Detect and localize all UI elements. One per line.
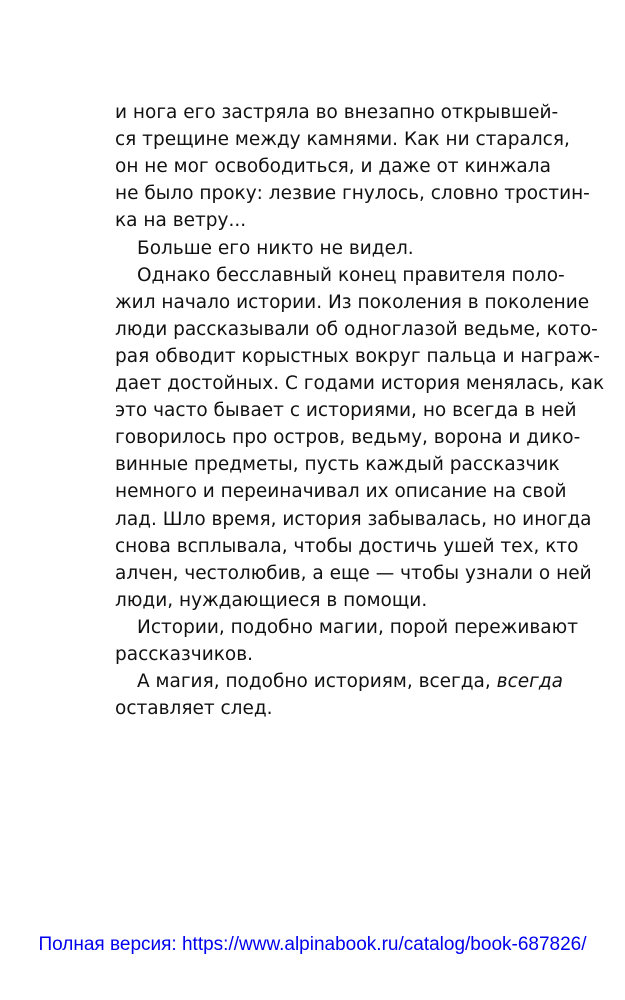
text-line-content: жил начало истории. Из поколения в поколение [115,291,590,313]
text-line [115,534,579,560]
text-line [115,100,559,126]
text-line [115,154,551,180]
text-line [115,561,592,587]
text-line-content: говорилось про остров, ведьму, ворона и дико- [115,427,581,449]
text-line [115,452,560,478]
text-line-italic: всегда [496,671,563,693]
text-line-content: рая обводит корыстных вокруг пальца и награж- [115,345,600,367]
text-line [115,181,590,207]
text-line [115,371,605,397]
text-line [115,642,253,668]
text-line [137,236,545,262]
text-line-content: люди, нуждающиеся в помощи. [115,589,428,611]
text-line [115,127,570,153]
text-line-content: люди рассказывали об одноглазой ведьме, кото- [115,318,598,340]
text-line-content: не было проку: лезвие гнулось, словно тростин- [115,183,590,205]
text-line-content: лад. Шло время, история забывалась, но иногда [115,508,592,530]
text-line [115,208,246,234]
text-line-content: винные предметы, пусть каждый рассказчик [115,454,560,476]
text-line-content: рассказчиков. [115,644,254,665]
text-line [115,317,598,343]
text-line [137,615,578,641]
text-line [115,696,273,722]
text-line-content: Больше его никто не видел. [137,237,414,259]
text-line-content: это часто бывает с историями, но всегда в ней [115,400,577,422]
text-line [115,425,581,451]
text-line [115,479,567,505]
text-line-content: дает достойных. С годами история менялась, как [115,373,605,394]
text-line-content: алчен, честолюбив, а еще — чтобы узнали о ней [115,562,592,584]
text-line-content: А магия, подобно историям, всегда, [137,671,497,693]
text-line-content: ся трещине между камнями. Как ни старался, [115,129,570,151]
text-line-content: Однако бесславный конец правителя поло- [137,264,565,286]
text-line-content: он не мог освободиться, и даже от кинжала [115,156,551,178]
text-line [115,588,427,614]
text-line-content: оставляет след. [115,698,273,720]
full-version-link-text[interactable]: Полная версия: https://www.alpinabook.ru/catalog/book-687826/ [38,934,587,955]
text-line [115,344,600,370]
text-line [115,398,577,424]
text-line [115,290,590,316]
full-version-link[interactable] [0,934,625,956]
text-line [115,507,592,533]
text-line-content: Истории, подобно магии, порой переживают [137,616,578,638]
text-line-content: и нога его застряла во внезапно открывшей- [115,102,559,123]
text-line-content: снова всплывала, чтобы достичь ушей тех, кто [115,535,579,557]
text-line-content: немного и переиначивал их описание на свой [115,481,567,503]
text-line [137,669,563,695]
text-line-content: ка на ветру... [115,210,247,232]
text-line [137,263,565,289]
